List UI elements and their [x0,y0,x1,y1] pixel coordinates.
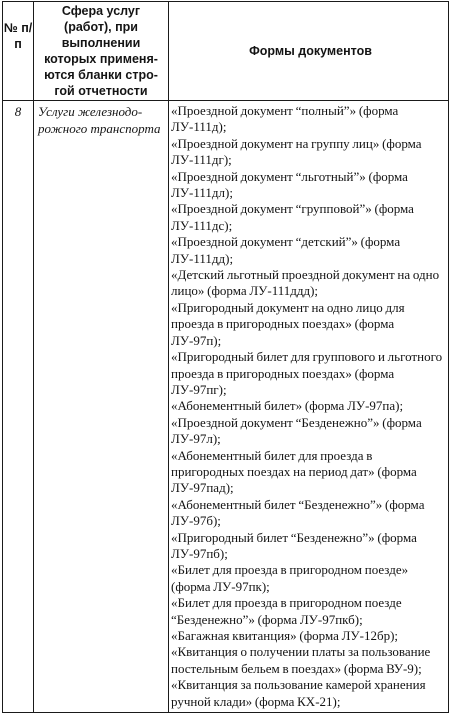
form-item: «Пригородный билет для группового и льготного проезда в пригородных поездах» (форма ЛУ-97пг); [171,349,443,397]
row-num: 8 [14,104,22,119]
form-item: «Проездной документ на группу лиц» (форма ЛУ-111дг); [171,135,422,168]
row-sphere-cell [34,101,169,713]
row-sphere: Услуги железнодо-рожного транспорта [38,104,161,136]
table-header-row [3,2,449,101]
forms-table [2,1,449,713]
form-item: «Квитанция о получении платы за пользование постельным бельем в поездах» (форма ВУ-9); [171,644,431,676]
row-num-cell [3,101,34,713]
form-item: «Билет для проезда в пригородном поезде» (форма ЛУ-97пк); [171,562,409,594]
form-item: «Абонементный билет» (форма ЛУ-97па); [171,398,404,414]
table-row [3,101,449,713]
header-sphere-label: Сфера услуг (работ), при выполнении которых применя-ются бланки стро-гой отчетности [44,4,158,98]
form-item: «Детский льготный проездной документ на одно лицо» (форма ЛУ-111ддд); [171,267,440,299]
form-item: «Проездной документ “групповой”» (форма ЛУ-111дс); [171,201,414,233]
form-item: «Проездной документ “Безденежно”» (форма ЛУ-97л); [171,414,422,447]
form-item: «Абонементный билет для проезда в пригородных поездах на период дат» (форма ЛУ-97пад); [171,447,417,496]
form-item: «Пригородный билет “Безденежно”» (форма ЛУ-97пб); [171,529,417,561]
header-num-label: № п/п [3,21,33,51]
form-item: «Билет для проезда в пригородном поезде “Безденежно”» (форма ЛУ-97пкб); [171,595,402,627]
form-item: «Проездной документ “полный”» (форма ЛУ-111д); [171,103,399,135]
header-forms-label: Формы документов [249,44,372,58]
header-sphere [34,2,169,101]
form-item: «Абонементный билет “Безденежно”» (форма ЛУ-97б); [171,496,425,529]
form-item: «Проездной документ “детский”» (форма ЛУ-111дд); [171,234,401,266]
row-forms-cell [169,101,449,713]
form-item: «Пригородный документ на одно лицо для проезда в пригородных поездах» (форма ЛУ-97п); [171,299,405,348]
form-item: «Квитанция за пользование камерой хранения ручной клади» (форма КХ-21); [171,677,426,709]
forms-list [171,103,446,710]
header-num [3,2,34,101]
header-forms [169,2,449,101]
form-item: «Багажная квитанция» (форма ЛУ-12бр); [171,628,399,643]
form-item: «Проездной документ “льготный”» (форма ЛУ-111дл); [171,168,408,201]
